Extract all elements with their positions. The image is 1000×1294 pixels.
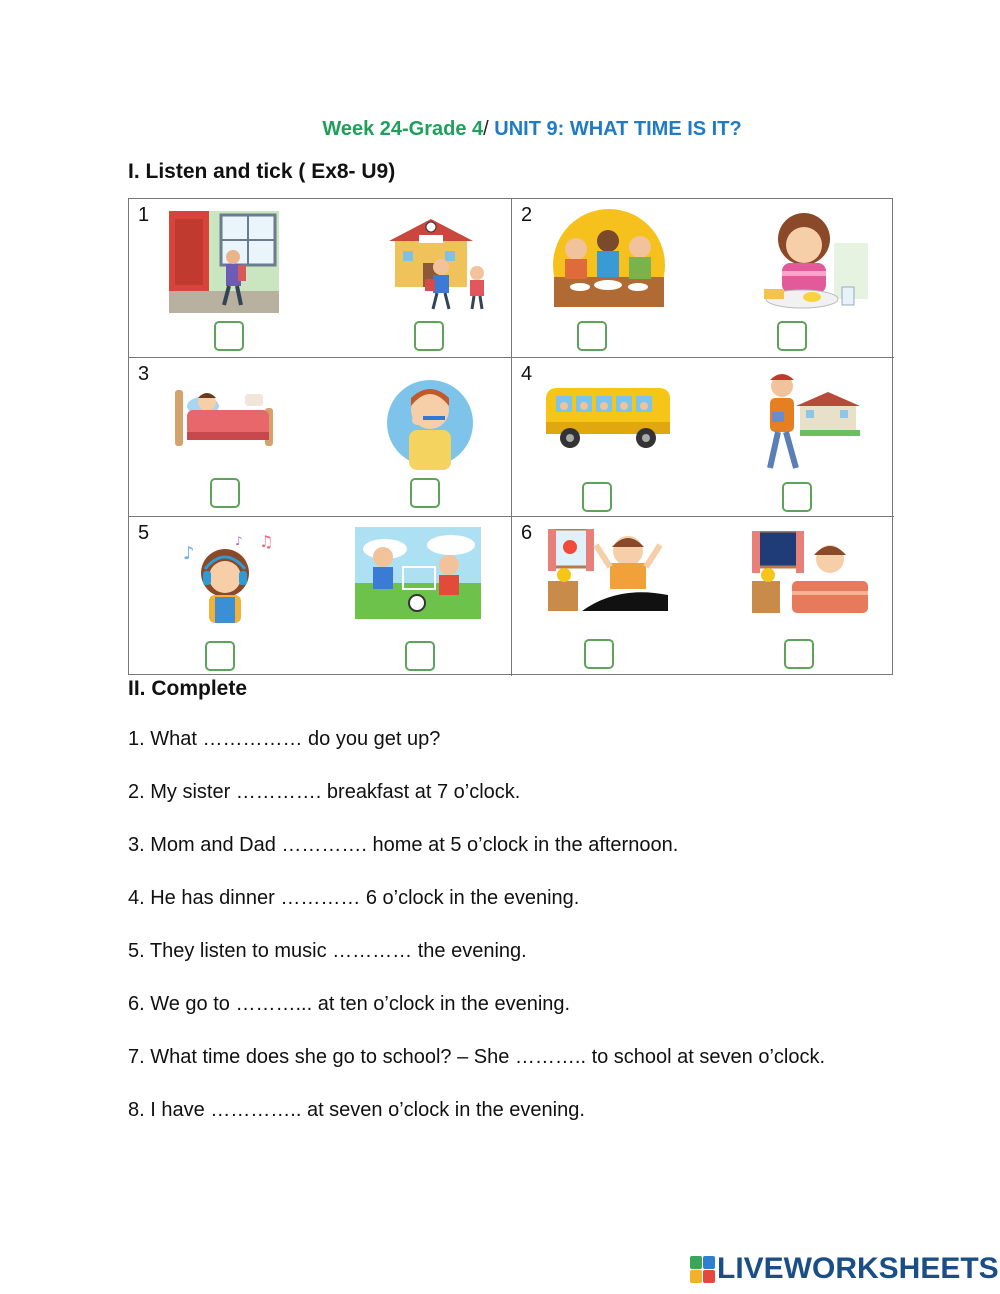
listen-tick-grid [128,198,893,675]
tick-cell-3 [129,358,512,517]
sentence-1: 1. What …………… do you get up? [128,728,441,750]
sentence-8: 8. I have ………….. at seven o’clock in the evening. [128,1099,585,1121]
tick-box-6b[interactable] [784,639,814,669]
svg-text:♫: ♫ [259,533,274,551]
tick-box-6a[interactable] [584,639,614,669]
page-title [0,118,1000,141]
family-eating-together-picture [550,207,668,307]
sentence-6: 6. We go to ………... at ten o’clock in the evening. [128,993,571,1015]
tick-cell-2 [512,199,894,358]
tick-cell-1 [129,199,512,358]
cell-number: 4 [521,363,533,385]
girl-going-to-bed-night-picture [752,531,868,613]
svg-text:♪: ♪ [183,543,195,564]
children-going-to-school-picture [385,211,495,311]
tick-box-4a[interactable] [582,482,612,512]
tick-box-1b[interactable] [414,321,444,351]
liveworksheets-logo [690,1252,999,1286]
title-slash: / [483,118,489,140]
tick-box-2a[interactable] [577,321,607,351]
girl-eating-breakfast-picture [746,207,870,319]
child-sleeping-in-bed-picture [173,378,281,450]
tick-box-4b[interactable] [782,482,812,512]
tick-box-5a[interactable] [205,641,235,671]
sentence-4: 4. He has dinner ………… 6 o’clock in the evening. [128,887,580,909]
girl-waking-up-morning-picture [548,529,668,611]
boy-brushing-teeth-picture [387,376,473,470]
section-1-heading: I. Listen and tick ( Ex8- U9) [128,160,396,183]
tick-cell-5 [129,517,512,676]
cell-number: 5 [138,522,150,544]
logo-mark-icon [690,1256,714,1282]
cell-number: 3 [138,363,150,385]
cell-number: 1 [138,204,150,226]
tick-box-5b[interactable] [405,641,435,671]
sentence-7: 7. What time does she go to school? – She ……….. to school at seven o’clock. [128,1046,826,1068]
cell-number: 2 [521,204,533,226]
logo-text: LIVEWORKSHEETS [717,1252,999,1285]
section-2-heading: II. Complete [128,677,248,700]
tick-box-1a[interactable] [214,321,244,351]
sentence-2: 2. My sister …………. breakfast at 7 o’clock. [128,781,521,803]
title-week: Week 24-Grade 4 [322,118,484,140]
tick-box-3b[interactable] [410,478,440,508]
school-bus-picture [544,384,674,450]
tick-box-3a[interactable] [210,478,240,508]
kids-playing-football-picture [355,527,481,619]
boy-walking-to-school-picture [752,364,864,478]
sentence-3: 3. Mom and Dad …………. home at 5 o’clock in the afternoon. [128,834,679,856]
tick-box-2b[interactable] [777,321,807,351]
tick-cell-4 [512,358,894,517]
title-unit: UNIT 9: WHAT TIME IS IT? [488,118,742,140]
svg-text:♪: ♪ [235,534,243,548]
girl-listening-to-music-picture [181,533,277,625]
cell-number: 6 [521,522,533,544]
boy-walking-out-door-picture [169,211,279,313]
tick-cell-6 [512,517,894,676]
sentence-5: 5. They listen to music ………… the evening. [128,940,527,962]
